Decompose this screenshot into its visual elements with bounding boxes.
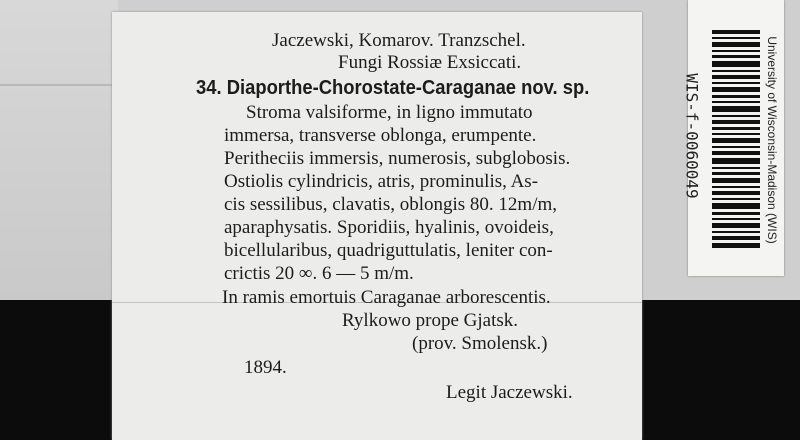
collector-line: Legit Jaczewski. <box>446 382 573 403</box>
catalog-number: WIS-f-0060049 <box>682 73 702 199</box>
description-line: bicellularibus, quadriguttulatis, leniter con- <box>224 240 553 261</box>
species-title: 34. Diaporthe-Chorostate-Caraganae nov. sp. <box>196 77 590 99</box>
specimen-label <box>112 12 642 440</box>
locality-line: Rylkowo prope Gjatsk. <box>342 310 519 331</box>
description-line: aparaphysatis. Sporidiis, hyalinis, ovoideis, <box>224 217 554 238</box>
description-line: immersa, transverse oblonga, erumpente. <box>224 125 537 146</box>
institution-name: University of Wisconsin-Madison (WIS) <box>765 36 779 244</box>
series-title: Fungi Rossiæ Exsiccati. <box>338 52 522 73</box>
year-line: 1894. <box>244 357 287 378</box>
barcode-icon <box>712 30 760 248</box>
description-line: crictis 20 ∞. 6 — 5 m/m. <box>224 263 414 284</box>
description-line: Stroma valsiforme, in ligno immutato <box>246 102 533 123</box>
description-line: cis sessilibus, clavatis, oblongis 80. 12m/m, <box>224 194 558 215</box>
province-line: (prov. Smolensk.) <box>412 333 548 354</box>
sheet-left-panel <box>0 0 118 300</box>
description-line: Peritheciis immersis, numerosis, subglobosis. <box>224 148 571 169</box>
collectors-line: Jaczewski, Komarov. Tranzschel. <box>272 30 526 51</box>
description-line: Ostiolis cylindricis, atris, prominulis, As- <box>224 171 539 192</box>
sheet-crease <box>0 84 118 86</box>
habitat-line: In ramis emortuis Caraganae arborescentis. <box>222 287 551 308</box>
